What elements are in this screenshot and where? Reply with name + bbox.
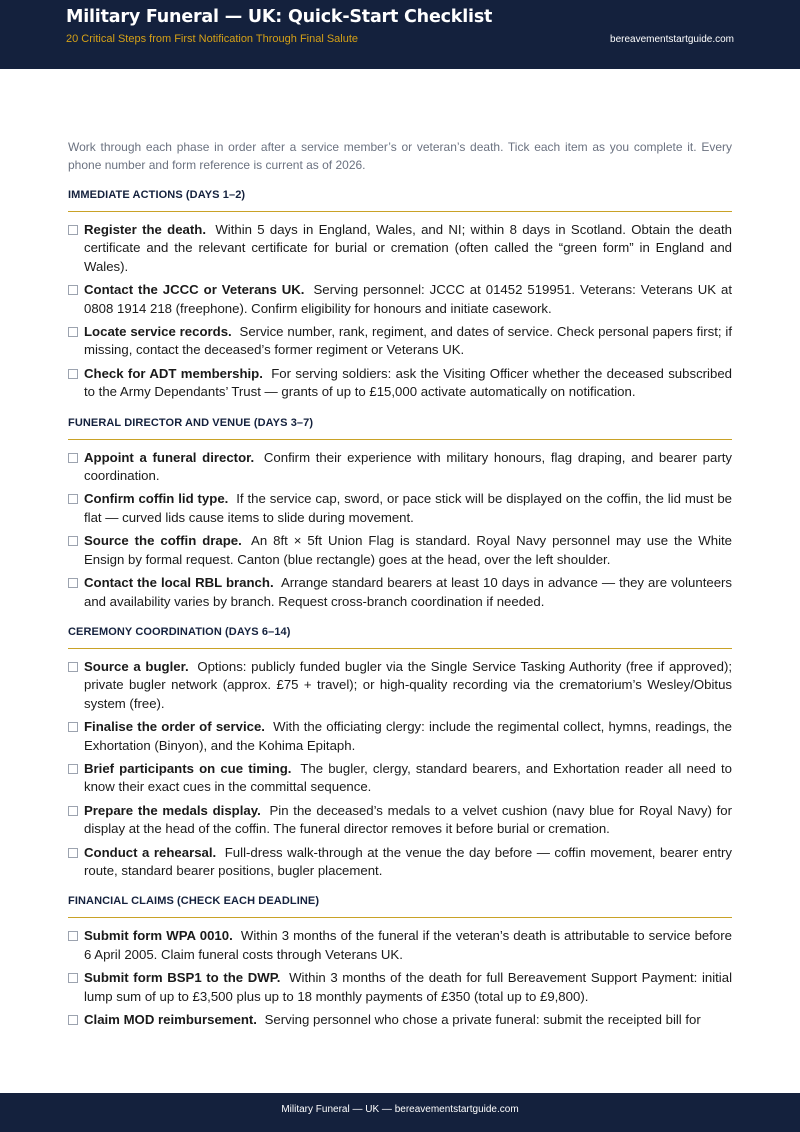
- item-text: Full-dress walk-through at the venue the day before — coffin movement, bearer entry route, standard bearer positions, bugler placement.: [84, 844, 732, 878]
- item-text: An 8ft × 5ft Union Flag is standard. Royal Navy personnel may use the White Ensign by formal request. Canton (blue rectangle) goes at the head, over the left shoulder.: [84, 533, 733, 567]
- item-text: Confirm their experience with military honours, flag draping, and bearer party coordination.: [84, 449, 732, 484]
- item-lead: Conduct a rehearsal.: [84, 844, 217, 860]
- item-lead: Finalise the order of service.: [84, 719, 265, 735]
- item-text: Within 3 months of the death for full Bereavement Support Payment: initial lump sum of up to £3,500 plus up to 18 monthly payments of £350 (total up to £9,800).: [84, 970, 733, 1004]
- checklist-item: [68, 574, 732, 611]
- checklist-item: [68, 490, 732, 527]
- page-header: [0, 0, 800, 69]
- checklist-item: [68, 532, 732, 569]
- item-text: If the service cap, sword, or pace stick will be displayed on the coffin, the lid must be flat — curved lids cause items to slide during movement.: [84, 491, 732, 525]
- item-text: With the officiating clergy: include the regimental collect, hymns, readings, the Exhortation (Binyon), and the Kohima Epitaph.: [84, 719, 732, 753]
- item-text: Serving personnel: JCCC at 01452 519951. Veterans: Veterans UK at 0808 1914 218 (freephone). Confirm eligibility for honours and initiate casework.: [84, 282, 732, 316]
- item-text: Pin the deceased’s medals to a velvet cushion (navy blue for Royal Navy) for display at the head of the coffin. The funeral director removes it before burial or cremation.: [84, 802, 732, 837]
- checklist-item: [68, 969, 732, 1006]
- checklist: [68, 927, 732, 1029]
- item-lead: Appoint a funeral director.: [84, 449, 255, 465]
- item-lead: Submit form BSP1 to the DWP.: [84, 970, 281, 986]
- item-text: For serving soldiers: ask the Visiting Officer whether the deceased subscribed to the Army Dependants’ Trust — grants of up to £15,000 activate automatically on notification.: [84, 365, 732, 400]
- item-lead: Prepare the medals display.: [84, 802, 261, 818]
- item-lead: Contact the local RBL branch.: [84, 575, 274, 591]
- item-lead: Check for ADT membership.: [84, 365, 263, 381]
- checkbox[interactable]: [68, 1015, 78, 1025]
- checklist: [68, 221, 732, 402]
- footer-text: Military Funeral — UK — bereavementstartguide.com: [281, 1104, 519, 1115]
- item-text: Within 5 days in England, Wales, and NI; within 8 days in Scotland. Obtain the death certificate and the relevant certificate for burial or cremation (often called the “green form” in England and Wales).: [84, 222, 733, 274]
- item-lead: Claim MOD reimbursement.: [84, 1012, 257, 1027]
- page-footer: [0, 1093, 800, 1132]
- checkbox[interactable]: [68, 722, 78, 732]
- item-lead: Source a bugler.: [84, 658, 189, 674]
- item-text: Within 3 months of the funeral if the veteran’s death is attributable to service before 6 April 2005. Claim funeral costs through Veterans UK.: [84, 928, 732, 962]
- checkbox[interactable]: [68, 494, 78, 504]
- item-text: Serving personnel who chose a private funeral: submit the receipted bill for: [264, 1012, 701, 1027]
- checklist-item: [68, 281, 732, 318]
- checklist-item: [68, 802, 732, 839]
- item-text: Options: publicly funded bugler via the Single Service Tasking Authority (free if approved); private bugler network (approx. £75 + travel); or high-quality recording via the crematorium’s Wesley/Obitus system (free).: [84, 658, 732, 711]
- item-lead: Submit form WPA 0010.: [84, 928, 233, 944]
- checklist: [68, 449, 732, 611]
- page-subtitle: 20 Critical Steps from First Notification Through Final Salute: [66, 33, 359, 45]
- checklist-item: [68, 927, 732, 964]
- checkbox[interactable]: [68, 931, 78, 941]
- item-text: Service number, rank, regiment, and dates of service. Check personal papers first; if missing, contact the deceased’s former regiment or Veterans UK.: [84, 324, 732, 358]
- checklist-item: [68, 718, 732, 755]
- checkbox[interactable]: [68, 973, 78, 983]
- page-title: Military Funeral — UK: Quick-Start Checklist: [66, 7, 493, 27]
- checklist-sections: [68, 189, 732, 1029]
- item-lead: Brief participants on cue timing.: [84, 760, 292, 776]
- checklist-content: [68, 138, 732, 1034]
- checkbox[interactable]: [68, 848, 78, 858]
- section-heading: FUNERAL DIRECTOR AND VENUE (DAYS 3–7): [68, 417, 732, 440]
- section-heading: CEREMONY COORDINATION (DAYS 6–14): [68, 626, 732, 649]
- checklist-item: [68, 221, 732, 276]
- section-heading: FINANCIAL CLAIMS (CHECK EACH DEADLINE): [68, 895, 732, 918]
- item-lead: Source the coffin drape.: [84, 533, 242, 549]
- checklist-item: [68, 365, 732, 402]
- section-heading: IMMEDIATE ACTIONS (DAYS 1–2): [68, 189, 732, 212]
- item-text: The bugler, clergy, standard bearers, and Exhortation reader all need to know their exact cues in the committal sequence.: [84, 760, 732, 795]
- checkbox[interactable]: [68, 578, 78, 588]
- checkbox[interactable]: [68, 536, 78, 546]
- checklist: [68, 658, 732, 880]
- checklist-item: [68, 844, 732, 881]
- checklist-item: [68, 323, 732, 360]
- checkbox[interactable]: [68, 369, 78, 379]
- item-lead: Register the death.: [84, 222, 206, 237]
- intro-paragraph: Work through each phase in order after a service member’s or veteran’s death. Tick each item as you complete it. Every phone number and form reference is current as of 2026.: [68, 140, 732, 172]
- checkbox[interactable]: [68, 662, 78, 672]
- checkbox[interactable]: [68, 225, 78, 235]
- item-text: Arrange standard bearers at least 10 days in advance — they are volunteers and availability varies by branch. Request cross-branch coordination if needed.: [84, 575, 733, 609]
- checkbox[interactable]: [68, 285, 78, 295]
- checkbox[interactable]: [68, 764, 78, 774]
- checklist-item: [68, 1011, 732, 1029]
- checkbox[interactable]: [68, 806, 78, 816]
- item-lead: Contact the JCCC or Veterans UK.: [84, 282, 305, 298]
- item-lead: Confirm coffin lid type.: [84, 491, 229, 507]
- item-lead: Locate service records.: [84, 324, 232, 340]
- checkbox[interactable]: [68, 327, 78, 337]
- checklist-item: [68, 760, 732, 797]
- checklist-item: [68, 658, 732, 713]
- site-name: bereavementstartguide.com: [610, 34, 734, 45]
- checkbox[interactable]: [68, 453, 78, 463]
- checklist-item: [68, 449, 732, 486]
